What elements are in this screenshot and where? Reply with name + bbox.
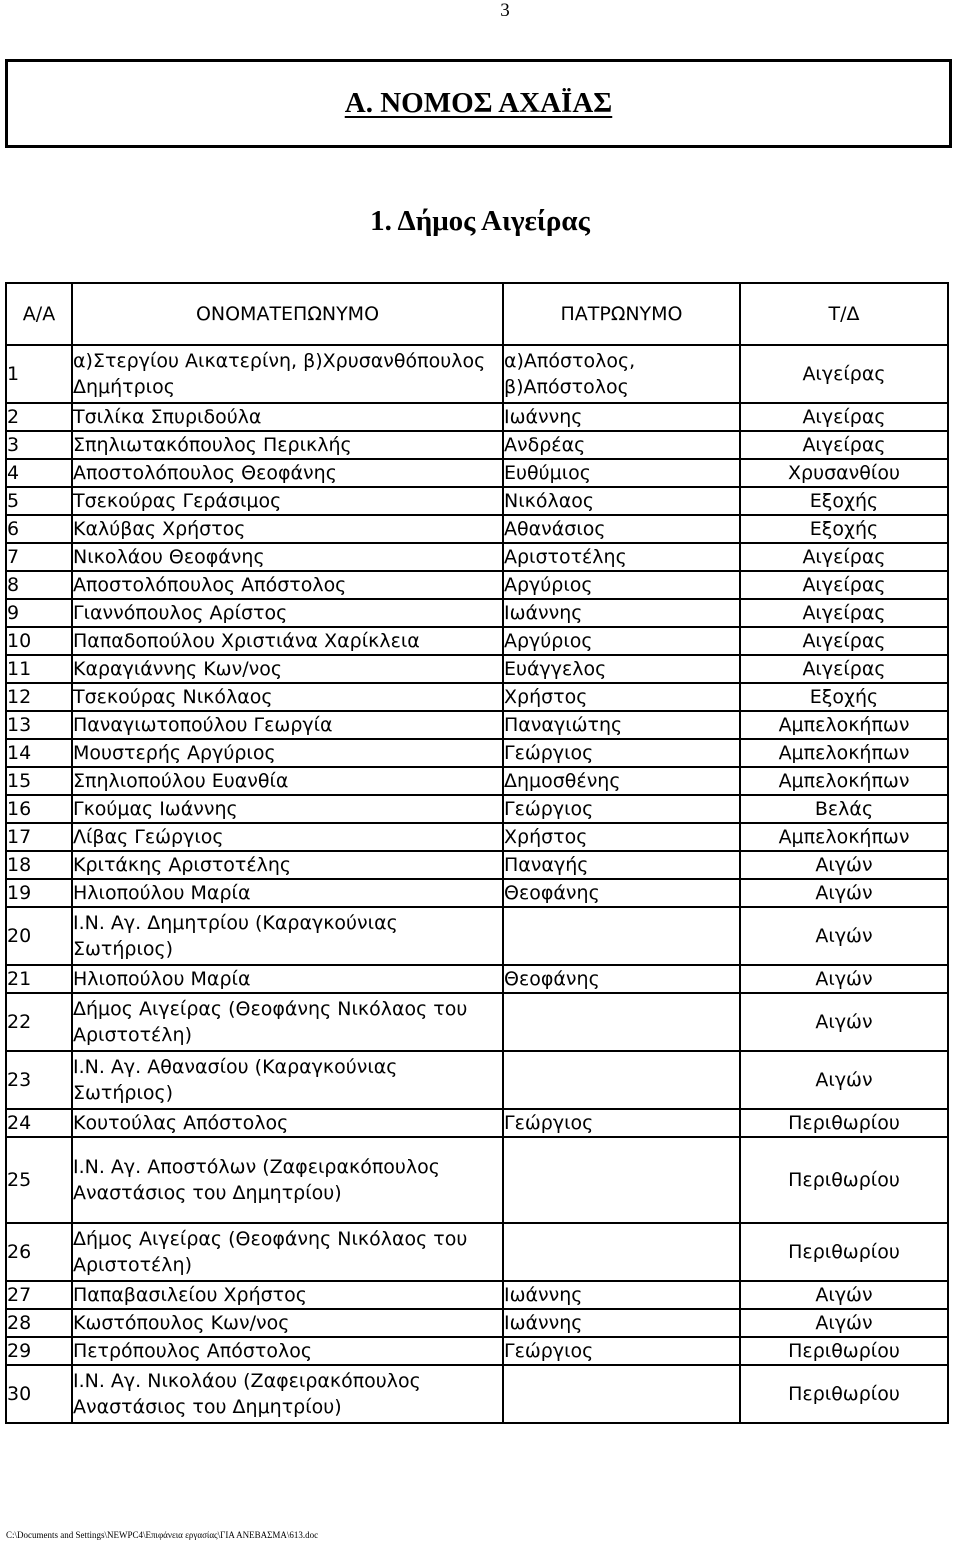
row-number: 3 (6, 431, 72, 459)
table-row (6, 1137, 948, 1223)
row-number: 12 (6, 683, 72, 711)
row-name: Δήμος Αιγείρας (Θεοφάνης Νικόλαος του Αριστοτέλη) (72, 1223, 503, 1281)
row-father-name: Γεώργιος (503, 1337, 740, 1365)
registry-table (5, 282, 949, 1424)
row-name: Τσιλίκα Σπυριδούλα (72, 403, 503, 431)
row-name: Καλύβας Χρήστος (72, 515, 503, 543)
row-place: Αιγείρας (740, 403, 948, 431)
row-name: Γκούμας Ιωάννης (72, 795, 503, 823)
row-father-name: Χρήστος (503, 823, 740, 851)
row-father-name: Ιωάννης (503, 1281, 740, 1309)
row-number: 11 (6, 655, 72, 683)
row-number: 5 (6, 487, 72, 515)
title-box (5, 59, 952, 148)
row-number: 1 (6, 345, 72, 403)
row-father-name: Αργύριος (503, 627, 740, 655)
header-place: Τ/Δ (740, 283, 948, 345)
row-name: Ηλιοπούλου Μαρία (72, 965, 503, 993)
row-father-name: Χρήστος (503, 683, 740, 711)
table-row (6, 487, 948, 515)
row-number: 25 (6, 1137, 72, 1223)
row-father-name: Ιωάννης (503, 1309, 740, 1337)
table-row (6, 767, 948, 795)
table-row (6, 543, 948, 571)
row-number: 30 (6, 1365, 72, 1423)
row-name: Τσεκούρας Γεράσιμος (72, 487, 503, 515)
row-number: 4 (6, 459, 72, 487)
row-father-name: Ευθύμιος (503, 459, 740, 487)
row-place: Αιγείρας (740, 431, 948, 459)
row-number: 2 (6, 403, 72, 431)
row-father-name: Θεοφάνης (503, 879, 740, 907)
row-name: Καραγιάννης Κων/νος (72, 655, 503, 683)
header-father: ΠΑΤΡΩΝΥΜΟ (503, 283, 740, 345)
row-father-name: Γεώργιος (503, 1109, 740, 1137)
row-name: Ι.Ν. Αγ. Αποστόλων (Ζαφειρακόπουλος Αναστάσιος του Δημητρίου) (72, 1137, 503, 1223)
row-number: 28 (6, 1309, 72, 1337)
table-row (6, 879, 948, 907)
table-row (6, 1109, 948, 1137)
row-place: Αιγείρας (740, 655, 948, 683)
row-place: Αμπελοκήπων (740, 739, 948, 767)
row-name: Παπαβασιλείου Χρήστος (72, 1281, 503, 1309)
table-row (6, 1309, 948, 1337)
footer-file-path: C:\Documents and Settings\NEWPC4\Επιφάνεια εργασίας\ΓΙΑ ΑΝΕΒΑΣΜΑ\613.doc (6, 1530, 319, 1540)
section-subtitle: 1. Δήμος Αιγείρας (370, 205, 590, 237)
row-name: Ι.Ν. Αγ. Δημητρίου (Καραγκούνιας Σωτήριος) (72, 907, 503, 965)
row-name: α)Στεργίου Αικατερίνη, β)Χρυσανθόπουλος Δημήτριος (72, 345, 503, 403)
row-name: Δήμος Αιγείρας (Θεοφάνης Νικόλαος του Αριστοτέλη) (72, 993, 503, 1051)
row-number: 16 (6, 795, 72, 823)
table-row (6, 1223, 948, 1281)
table-row (6, 993, 948, 1051)
row-name: Ηλιοπούλου Μαρία (72, 879, 503, 907)
row-name: Σπηλιωτακόπουλος Περικλής (72, 431, 503, 459)
row-name: Αποστολόπουλος Θεοφάνης (72, 459, 503, 487)
table-row (6, 965, 948, 993)
row-number: 10 (6, 627, 72, 655)
row-place: Περιθωρίου (740, 1337, 948, 1365)
row-father-name: Δημοσθένης (503, 767, 740, 795)
table-row (6, 907, 948, 965)
row-name: Γιαννόπουλος Αρίστος (72, 599, 503, 627)
row-number: 20 (6, 907, 72, 965)
row-place: Αιγείρας (740, 571, 948, 599)
table-row (6, 515, 948, 543)
row-place: Εξοχής (740, 487, 948, 515)
row-number: 18 (6, 851, 72, 879)
row-father-name (503, 1365, 740, 1423)
row-name: Αποστολόπουλος Απόστολος (72, 571, 503, 599)
page-number: 3 (500, 0, 510, 21)
row-name: Ι.Ν. Αγ. Νικολάου (Ζαφειρακόπουλος Αναστάσιος του Δημητρίου) (72, 1365, 503, 1423)
row-name: Κουτούλας Απόστολος (72, 1109, 503, 1137)
header-num: Α/Α (6, 283, 72, 345)
row-father-name (503, 993, 740, 1051)
table-row (6, 627, 948, 655)
row-name: Παπαδοπούλου Χριστιάνα Χαρίκλεια (72, 627, 503, 655)
row-place: Περιθωρίου (740, 1137, 948, 1223)
row-place: Αιγών (740, 907, 948, 965)
row-father-name: Αθανάσιος (503, 515, 740, 543)
row-name: Τσεκούρας Νικόλαος (72, 683, 503, 711)
table-row (6, 571, 948, 599)
row-number: 13 (6, 711, 72, 739)
row-father-name (503, 1137, 740, 1223)
table-row (6, 1365, 948, 1423)
header-row (6, 283, 948, 345)
row-place: Βελάς (740, 795, 948, 823)
row-number: 29 (6, 1337, 72, 1365)
row-father-name: α)Απόστολος, β)Απόστολος (503, 345, 740, 403)
row-father-name (503, 907, 740, 965)
table-row (6, 795, 948, 823)
row-place: Αμπελοκήπων (740, 767, 948, 795)
row-place: Αμπελοκήπων (740, 711, 948, 739)
row-father-name: Ευάγγελος (503, 655, 740, 683)
table-row (6, 823, 948, 851)
row-place: Αιγών (740, 1051, 948, 1109)
row-father-name: Θεοφάνης (503, 965, 740, 993)
row-number: 17 (6, 823, 72, 851)
table-row (6, 431, 948, 459)
row-number: 14 (6, 739, 72, 767)
row-place: Αιγών (740, 1281, 948, 1309)
row-place: Αιγών (740, 1309, 948, 1337)
row-place: Περιθωρίου (740, 1365, 948, 1423)
row-place: Αιγών (740, 993, 948, 1051)
table-row (6, 1051, 948, 1109)
table-row (6, 1281, 948, 1309)
row-father-name (503, 1223, 740, 1281)
row-place: Περιθωρίου (740, 1223, 948, 1281)
row-father-name: Ανδρέας (503, 431, 740, 459)
row-place: Αιγείρας (740, 627, 948, 655)
header-name: ΟΝΟΜΑΤΕΠΩΝΥΜΟ (72, 283, 503, 345)
row-place: Αιγείρας (740, 543, 948, 571)
row-number: 27 (6, 1281, 72, 1309)
row-place: Αμπελοκήπων (740, 823, 948, 851)
row-number: 19 (6, 879, 72, 907)
row-place: Αιγείρας (740, 345, 948, 403)
row-number: 24 (6, 1109, 72, 1137)
table-row (6, 1337, 948, 1365)
row-place: Χρυσανθίου (740, 459, 948, 487)
row-father-name: Ιωάννης (503, 403, 740, 431)
table-row (6, 655, 948, 683)
row-father-name: Γεώργιος (503, 795, 740, 823)
table-row (6, 599, 948, 627)
row-father-name: Αριστοτέλης (503, 543, 740, 571)
table-row (6, 403, 948, 431)
row-number: 9 (6, 599, 72, 627)
row-father-name: Παναγής (503, 851, 740, 879)
row-number: 6 (6, 515, 72, 543)
row-place: Αιγών (740, 879, 948, 907)
row-father-name: Ιωάννης (503, 599, 740, 627)
row-father-name: Αργύριος (503, 571, 740, 599)
row-number: 15 (6, 767, 72, 795)
row-name: Νικολάου Θεοφάνης (72, 543, 503, 571)
row-name: Κριτάκης Αριστοτέλης (72, 851, 503, 879)
row-father-name (503, 1051, 740, 1109)
table-row (6, 459, 948, 487)
row-father-name: Παναγιώτης (503, 711, 740, 739)
row-father-name: Νικόλαος (503, 487, 740, 515)
row-number: 22 (6, 993, 72, 1051)
row-number: 23 (6, 1051, 72, 1109)
row-place: Αιγών (740, 851, 948, 879)
row-number: 26 (6, 1223, 72, 1281)
row-name: Κωστόπουλος Κων/νος (72, 1309, 503, 1337)
row-number: 21 (6, 965, 72, 993)
table-row (6, 345, 948, 403)
row-name: Πετρόπουλος Απόστολος (72, 1337, 503, 1365)
row-name: Παναγιωτοπούλου Γεωργία (72, 711, 503, 739)
row-name: Λίβας Γεώργιος (72, 823, 503, 851)
row-place: Αιγείρας (740, 599, 948, 627)
row-father-name: Γεώργιος (503, 739, 740, 767)
row-place: Αιγών (740, 965, 948, 993)
row-name: Μουστερής Αργύριος (72, 739, 503, 767)
table-row (6, 711, 948, 739)
row-number: 8 (6, 571, 72, 599)
table-row (6, 739, 948, 767)
row-number: 7 (6, 543, 72, 571)
row-place: Εξοχής (740, 683, 948, 711)
row-name: Σπηλιοπούλου Ευανθία (72, 767, 503, 795)
document-title: Α. ΝΟΜΟΣ ΑΧΑΪΑΣ (344, 87, 613, 119)
table-row (6, 851, 948, 879)
row-place: Εξοχής (740, 515, 948, 543)
row-place: Περιθωρίου (740, 1109, 948, 1137)
row-name: Ι.Ν. Αγ. Αθανασίου (Καραγκούνιας Σωτήριος) (72, 1051, 503, 1109)
table-row (6, 683, 948, 711)
